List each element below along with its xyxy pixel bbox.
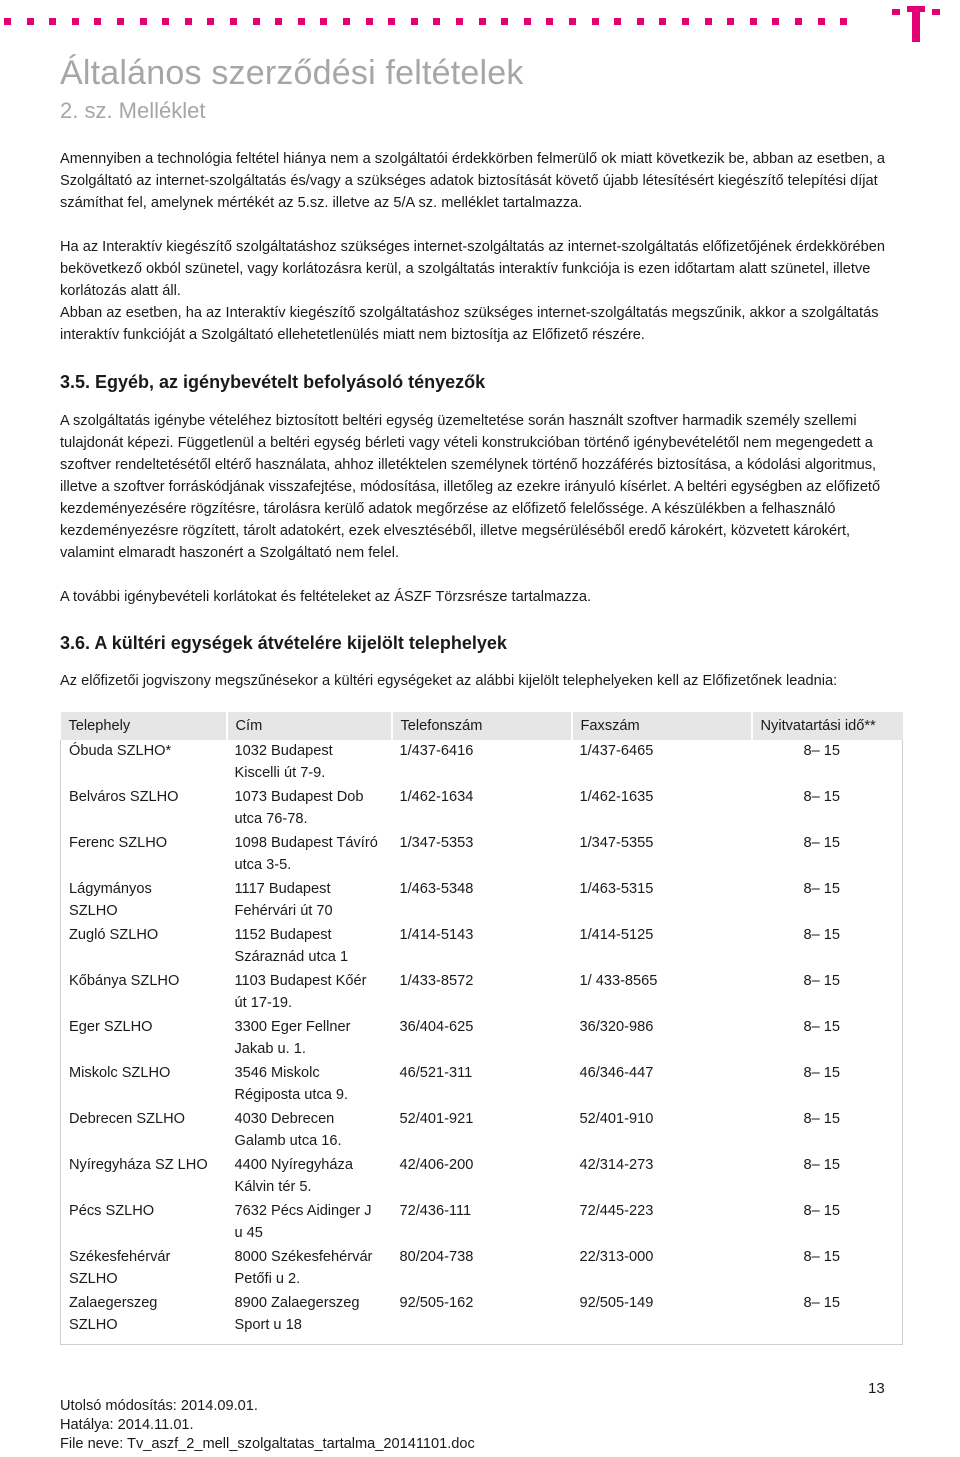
site-name-line: Székesfehérvár (69, 1249, 171, 1265)
site-name (61, 1062, 227, 1108)
site-name (61, 1246, 227, 1292)
site-phone (392, 1246, 572, 1292)
header-dot (27, 18, 34, 25)
site-fax-line: 1/414-5125 (579, 927, 654, 943)
table-row (61, 832, 903, 878)
site-name-line: Pécs SZLHO (69, 1203, 155, 1219)
site-phone (392, 1200, 572, 1246)
site-phone-line: 1/347-5353 (399, 835, 474, 851)
site-hours-line: 8– 15 (803, 927, 840, 943)
page-number: 13 (868, 1380, 885, 1397)
header-address: Cím (227, 712, 392, 740)
site-fax (572, 1292, 752, 1345)
site-address-line: Galamb utca 16. (234, 1133, 342, 1149)
table-row (61, 1292, 903, 1345)
site-hours-line: 8– 15 (803, 973, 840, 989)
site-hours (752, 878, 903, 924)
table-row (61, 1154, 903, 1200)
header-dot (49, 18, 56, 25)
site-name-line: Debrecen SZLHO (69, 1111, 185, 1127)
site-phone (392, 878, 572, 924)
site-address (227, 740, 392, 786)
header-dot (253, 18, 260, 25)
site-address-line: Kiscelli út 7-9. (234, 765, 326, 781)
site-name-line: SZLHO (69, 1317, 118, 1333)
header-dot-strip (0, 18, 960, 28)
site-fax (572, 1016, 752, 1062)
header-dot (94, 18, 101, 25)
site-name (61, 1200, 227, 1246)
table-row (61, 878, 903, 924)
header-dot (207, 18, 214, 25)
header-dot (637, 18, 644, 25)
header-dot (772, 18, 779, 25)
site-fax-line: 46/346-447 (579, 1065, 654, 1081)
site-name-line: SZLHO (69, 1271, 118, 1287)
site-name-line: Lágymányos (69, 881, 152, 897)
site-fax (572, 924, 752, 970)
header-dot (185, 18, 192, 25)
site-name (61, 970, 227, 1016)
site-hours (752, 740, 903, 786)
site-address-line: Régiposta utca 9. (234, 1087, 349, 1103)
header-opening-hours: Nyitvatartási idő** (752, 712, 903, 740)
header-dot (546, 18, 553, 25)
site-hours (752, 1016, 903, 1062)
site-hours (752, 832, 903, 878)
site-address-line: 7632 Pécs Aidinger J (234, 1203, 372, 1219)
header-dot (501, 18, 508, 25)
site-address (227, 786, 392, 832)
site-fax-line: 92/505-149 (579, 1295, 654, 1311)
header-dot (727, 18, 734, 25)
site-hours (752, 970, 903, 1016)
site-phone-line: 52/401-921 (399, 1111, 474, 1127)
header-dot (682, 18, 689, 25)
site-fax (572, 1154, 752, 1200)
site-address (227, 878, 392, 924)
header-dot (479, 18, 486, 25)
paragraph-interactive-termination: Abban az esetben, ha az Interaktív kiegészítő szolgáltatáshoz szükséges internet-szolgáltatás megszűnik, akkor a szolgáltatás interaktív funkcióját a Szolgáltató ellehetetlenülés miatt nem biztosítja az Előfizető részére. (60, 305, 879, 343)
site-phone (392, 924, 572, 970)
site-fax (572, 970, 752, 1016)
site-address-line: út 17-19. (234, 995, 293, 1011)
header-dot (614, 18, 621, 25)
site-address-line: 1073 Budapest Dob (234, 789, 364, 805)
site-name-line: Eger SZLHO (69, 1019, 153, 1035)
header-fax: Faxszám (572, 712, 752, 740)
header-dot (275, 18, 282, 25)
site-address-line: utca 76-78. (234, 811, 308, 827)
site-address-line: 8900 Zalaegerszeg (234, 1295, 360, 1311)
page-title: Általános szerződési feltételek (60, 54, 524, 92)
site-address-line: 1152 Budapest (234, 927, 332, 943)
site-name (61, 832, 227, 878)
site-phone-line: 36/404-625 (399, 1019, 474, 1035)
table-row (61, 1200, 903, 1246)
site-hours (752, 786, 903, 832)
header-dot (388, 18, 395, 25)
site-address (227, 970, 392, 1016)
section-heading-3-6: 3.6. A kültéri egységek átvételére kijelölt telephelyek (60, 633, 507, 653)
site-fax (572, 1062, 752, 1108)
site-name (61, 1292, 227, 1345)
site-name-line: Nyíregyháza SZ LHO (69, 1157, 208, 1173)
site-fax (572, 740, 752, 786)
site-phone-line: 1/433-8572 (399, 973, 474, 989)
site-fax-line: 22/313-000 (579, 1249, 654, 1265)
table-row (61, 1016, 903, 1062)
site-phone-line: 80/204-738 (399, 1249, 474, 1265)
header-dot (592, 18, 599, 25)
paragraph-return-intro: Az előfizetői jogviszony megszűnésekor a kültéri egységeket az alábbi kijelölt telephelyeken kell az Előfizetőnek leadnia: (60, 673, 838, 689)
footer-effective: Hatálya: 2014.11.01. (60, 1417, 194, 1433)
header-dot (72, 18, 79, 25)
site-name (61, 740, 227, 786)
paragraph-technology: Amennyiben a technológia feltétel hiánya nem a szolgáltatói érdekkörben felmerülő ok miatt következik be, abban az esetben, a Szolgáltató az internet-szolgáltatás és/vagy a szükséges adatok biztosítását követő újabb létesítésért kiegészítő telepítési díjat számíthat fel, amelynek mértékét az 5.sz. illetve az 5/A sz. melléklet tartalmazza. (60, 151, 886, 211)
site-hours-line: 8– 15 (803, 1157, 840, 1173)
site-phone-line: 1/414-5143 (399, 927, 474, 943)
header-dot (320, 18, 327, 25)
site-address-line: Száraznád utca 1 (234, 949, 349, 965)
header-dot (411, 18, 418, 25)
site-address-line: u 45 (234, 1225, 263, 1241)
table-row (61, 1246, 903, 1292)
site-name-line: SZLHO (69, 903, 118, 919)
site-address-line: utca 3-5. (234, 857, 292, 873)
site-address (227, 924, 392, 970)
site-fax (572, 878, 752, 924)
site-fax (572, 1246, 752, 1292)
site-address (227, 1016, 392, 1062)
site-phone (392, 1292, 572, 1345)
site-hours-line: 8– 15 (803, 881, 840, 897)
section-heading-3-5: 3.5. Egyéb, az igénybevételt befolyásoló tényezők (60, 372, 486, 392)
site-hours (752, 1292, 903, 1345)
site-address-line: 1103 Budapest Kőér (234, 973, 367, 989)
site-phone-line: 1/437-6416 (399, 743, 474, 759)
site-phone (392, 1062, 572, 1108)
site-phone (392, 740, 572, 786)
table-row (61, 1062, 903, 1108)
site-name (61, 924, 227, 970)
site-fax-line: 1/462-1635 (579, 789, 654, 805)
site-phone (392, 832, 572, 878)
site-address-line: Jakab u. 1. (234, 1041, 306, 1057)
site-address-line: Fehérvári út 70 (234, 903, 333, 919)
site-fax-line: 1/347-5355 (579, 835, 654, 851)
page-subtitle: 2. sz. Melléklet (60, 98, 206, 123)
site-address-line: 1117 Budapest (234, 881, 331, 897)
header-dot (569, 18, 576, 25)
site-fax-line: 42/314-273 (579, 1157, 654, 1173)
site-address (227, 1200, 392, 1246)
header-site: Telephely (61, 712, 227, 740)
header-dot (795, 18, 802, 25)
site-fax-line: 72/445-223 (579, 1203, 654, 1219)
footer-modified: Utolsó módosítás: 2014.09.01. (60, 1398, 258, 1414)
site-fax-line: 52/401-910 (579, 1111, 654, 1127)
site-address-line: 3546 Miskolc (234, 1065, 320, 1081)
table-row (61, 924, 903, 970)
site-address (227, 1062, 392, 1108)
site-name-line: Kőbánya SZLHO (69, 973, 180, 989)
header-dot (140, 18, 147, 25)
site-name-line: Zalaegerszeg (69, 1295, 158, 1311)
header-dot (343, 18, 350, 25)
header-phone: Telefonszám (392, 712, 572, 740)
site-name-line: Zugló SZLHO (69, 927, 159, 943)
table-row (61, 740, 903, 786)
site-fax-line: 36/320-986 (579, 1019, 654, 1035)
header-dot (840, 18, 847, 25)
site-address (227, 1292, 392, 1345)
header-dot (818, 18, 825, 25)
site-address-line: Petőfi u 2. (234, 1271, 301, 1287)
header-dot (4, 18, 11, 25)
site-address-line: 1098 Budapest Távíró (234, 835, 378, 851)
header-dot (524, 18, 531, 25)
site-address (227, 1108, 392, 1154)
site-phone-line: 92/505-162 (399, 1295, 474, 1311)
site-name-line: Belváros SZLHO (69, 789, 179, 805)
site-phone-line: 46/521-311 (399, 1065, 473, 1081)
site-hours (752, 1246, 903, 1292)
site-hours (752, 1062, 903, 1108)
footer (60, 1397, 475, 1454)
site-hours-line: 8– 15 (803, 1295, 840, 1311)
site-address-line: 1032 Budapest (234, 743, 333, 759)
site-fax (572, 1200, 752, 1246)
site-fax (572, 832, 752, 878)
site-address-line: 8000 Székesfehérvár (234, 1249, 373, 1265)
site-address-line: 4030 Debrecen (234, 1111, 335, 1127)
paragraph-further-limits: A további igénybevételi korlátokat és feltételeket az ÁSZF Törzsrésze tartalmazza. (60, 589, 592, 605)
site-hours-line: 8– 15 (803, 789, 840, 805)
site-hours-line: 8– 15 (803, 1019, 840, 1035)
header-dot (750, 18, 757, 25)
site-address-line: Kálvin tér 5. (234, 1179, 312, 1195)
site-name-line: Miskolc SZLHO (69, 1065, 171, 1081)
header-dot (366, 18, 373, 25)
site-fax-line: 1/437-6465 (579, 743, 654, 759)
telekom-logo-icon (890, 4, 942, 44)
site-name-line: Ferenc SZLHO (69, 835, 168, 851)
return-sites-table (60, 712, 903, 1345)
site-address-line: 3300 Eger Fellner (234, 1019, 351, 1035)
paragraph-software: A szolgáltatás igénybe vételéhez biztosított beltéri egység üzemeltetése során használt szoftver harmadik személy szellemi tulajdonát képezi. Függetlenül a beltéri egység bérleti vagy vételi konstrukcióban történő igénybevételétől nem megengedett a szoftver rendeltetésétől eltérő használata, ahhoz illetéktelen személynek történő hozzáférés biztosítása, a kódolási algoritmus, illetve a szoftver forráskódjának visszafejtése, módosítása, illetőleg az ezekre irányuló kísérlet. A beltéri egységben az előfizető kezdeményezésére rögzítésre, tárolásra kerülő adatok megőrzése az előfizető felelőssége. A készülékben a felhasználó kezdeményezésre rögzített, tárolt adatokért, ezek elvesztéséből, illetve megsérüléséből eredő károkért, közvetett károkért, valamint elmaradt haszonért a Szolgáltató nem felel. (60, 413, 881, 561)
header-dot (117, 18, 124, 25)
header-dot (456, 18, 463, 25)
table-row (61, 970, 903, 1016)
site-hours (752, 1200, 903, 1246)
site-fax-line: 1/463-5315 (579, 881, 654, 897)
site-phone-line: 72/436-111 (399, 1203, 472, 1219)
site-hours-line: 8– 15 (803, 743, 840, 759)
site-address-line: Sport u 18 (234, 1317, 302, 1333)
site-address (227, 832, 392, 878)
site-phone (392, 1108, 572, 1154)
site-hours-line: 8– 15 (803, 1111, 840, 1127)
site-fax (572, 1108, 752, 1154)
paragraph-interactive-suspension: Ha az Interaktív kiegészítő szolgáltatáshoz szükséges internet-szolgáltatás az internet-szolgáltatás előfizetőjének érdekkörében bekövetkező okból szünetel, vagy korlátozásra kerül, a szolgáltatás interaktív funkciója is ezen időtartam alatt szünetel, illetve korlátozás alatt áll. (60, 239, 885, 299)
table-header-row (61, 712, 903, 740)
header-dot (230, 18, 237, 25)
site-phone-line: 1/463-5348 (399, 881, 474, 897)
site-phone (392, 786, 572, 832)
site-address (227, 1154, 392, 1200)
site-name (61, 1016, 227, 1062)
site-name-line: Óbuda SZLHO* (69, 743, 172, 759)
site-address-line: 4400 Nyíregyháza (234, 1157, 353, 1173)
site-address (227, 1246, 392, 1292)
header-dot (705, 18, 712, 25)
site-phone-line: 42/406-200 (399, 1157, 474, 1173)
site-fax-line: 1/ 433-8565 (579, 973, 658, 989)
site-hours-line: 8– 15 (803, 835, 840, 851)
table-row (61, 786, 903, 832)
site-phone-line: 1/462-1634 (399, 789, 474, 805)
site-phone (392, 970, 572, 1016)
site-name (61, 786, 227, 832)
header-dot (162, 18, 169, 25)
header-dot (433, 18, 440, 25)
table-row (61, 1108, 903, 1154)
site-hours (752, 924, 903, 970)
site-hours (752, 1154, 903, 1200)
footer-filename: File neve: Tv_aszf_2_mell_szolgaltatas_tartalma_20141101.doc (60, 1436, 475, 1452)
site-phone (392, 1154, 572, 1200)
site-hours-line: 8– 15 (803, 1249, 840, 1265)
site-fax (572, 786, 752, 832)
site-name (61, 878, 227, 924)
site-name (61, 1154, 227, 1200)
site-name (61, 1108, 227, 1154)
site-hours-line: 8– 15 (803, 1065, 840, 1081)
site-hours (752, 1108, 903, 1154)
site-hours-line: 8– 15 (803, 1203, 840, 1219)
header-dot (298, 18, 305, 25)
header-dot (659, 18, 666, 25)
site-phone (392, 1016, 572, 1062)
